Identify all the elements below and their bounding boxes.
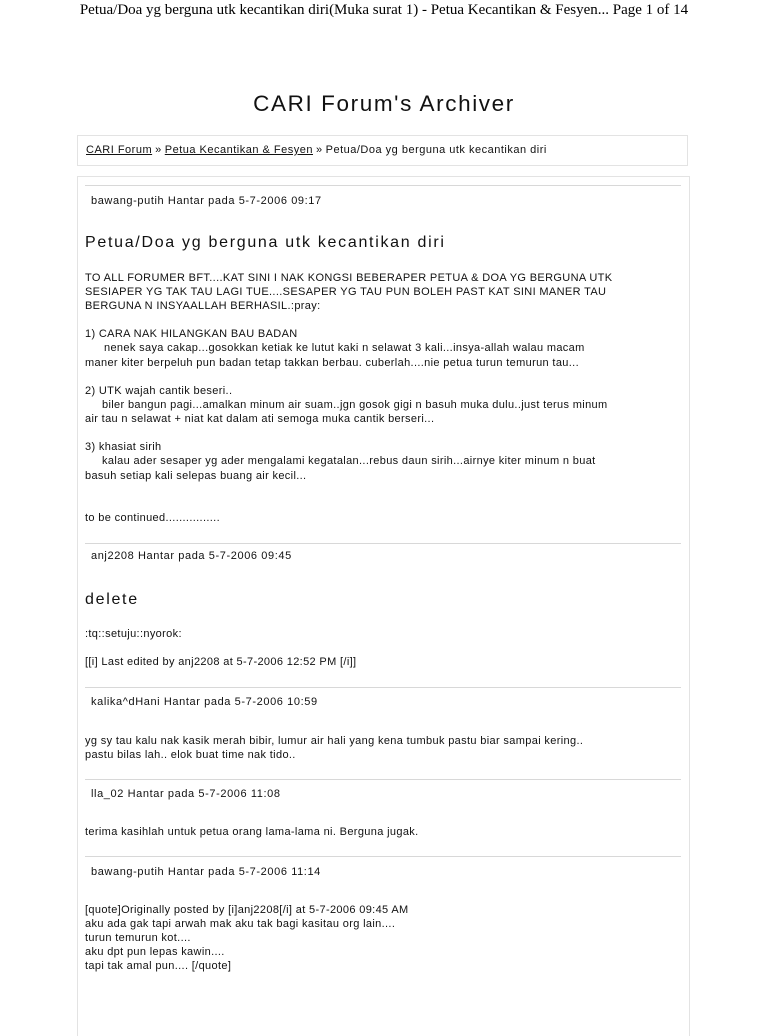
- post-text-line: yg sy tau kalu nak kasik merah bibir, lumur air hali yang kena tumbuk pastu biar sampai kering..: [85, 735, 584, 747]
- post-author-line: anj2208 Hantar pada 5-7-2006 09:45: [91, 550, 292, 562]
- post-text-line: TO ALL FORUMER BFT....KAT SINI I NAK KONGSI BEBERAPER PETUA & DOA YG BERGUNA UTK: [85, 272, 613, 284]
- post-text-line: maner kiter berpeluh pun badan tetap takkan berbau. cuberlah....nie petua turun temurun tau...: [85, 357, 579, 369]
- post-text-line: to be continued................: [85, 512, 220, 524]
- post-author-line: kalika^dHani Hantar pada 5-7-2006 10:59: [91, 696, 318, 708]
- archiver-title: CARI Forum's Archiver: [253, 91, 515, 116]
- post-text-line: aku ada gak tapi arwah mak aku tak bagi kasitau org lain....: [85, 918, 396, 930]
- post-author-line: lla_02 Hantar pada 5-7-2006 11:08: [91, 788, 281, 800]
- breadcrumb-separator: »: [155, 144, 162, 156]
- post-text-line: [[i] Last edited by anj2208 at 5-7-2006 12:52 PM [/i]]: [85, 656, 357, 668]
- post-text-line: aku dpt pun lepas kawin....: [85, 946, 225, 958]
- breadcrumb-link-category[interactable]: Petua Kecantikan & Fesyen: [164, 144, 313, 156]
- post-text-line: kalau ader sesaper yg ader mengalami kegatalan...rebus daun sirih...airnye kiter minum n buat: [102, 455, 596, 467]
- post-text-line: nenek saya cakap...gosokkan ketiak ke lutut kaki n selawat 3 kali...insya-allah walau macam: [104, 342, 585, 354]
- post-subject: delete: [85, 591, 139, 608]
- post-divider: [85, 779, 681, 780]
- breadcrumb-link-cari-forum[interactable]: CARI Forum: [86, 144, 153, 156]
- post-divider: [85, 185, 681, 186]
- post-text-line: [quote]Originally posted by [i]anj2208[/i] at 5-7-2006 09:45 AM: [85, 904, 409, 916]
- post-divider: [85, 543, 681, 544]
- post-text-line: BERGUNA N INSYAALLAH BERHASIL.:pray:: [85, 300, 321, 312]
- post-text-line: 1) CARA NAK HILANGKAN BAU BADAN: [85, 328, 298, 340]
- post-text-line: pastu bilas lah.. elok buat time nak tido..: [85, 749, 296, 761]
- post-text-line: SESIAPER YG TAK TAU LAGI TUE....SESAPER YG TAU PUN BOLEH PAST KAT SINI MANER TAU: [85, 286, 607, 298]
- page-header: Petua/Doa yg berguna utk kecantikan diri(Muka surat 1) - Petua Kecantikan & Fesyen... Page 1 of 14: [79, 2, 689, 18]
- post-text-line: 2) UTK wajah cantik beseri..: [85, 385, 233, 397]
- post-author-line: bawang-putih Hantar pada 5-7-2006 09:17: [91, 195, 322, 207]
- post-text-line: air tau n selawat + niat kat dalam ati semoga muka cantik berseri...: [85, 413, 435, 425]
- post-subject: Petua/Doa yg berguna utk kecantikan diri: [85, 234, 446, 251]
- breadcrumb-separator: »: [316, 144, 323, 156]
- breadcrumb: [77, 135, 688, 166]
- post-author-line: bawang-putih Hantar pada 5-7-2006 11:14: [91, 866, 321, 878]
- post-divider: [85, 856, 681, 857]
- post-text-line: basuh setiap kali selepas buang air kecil...: [85, 470, 307, 482]
- post-text-line: tapi tak amal pun.... [/quote]: [85, 960, 232, 972]
- post-text-line: terima kasihlah untuk petua orang lama-lama ni. Berguna jugak.: [85, 826, 419, 838]
- post-text-line: :tq::setuju::nyorok:: [85, 628, 182, 640]
- post-text-line: 3) khasiat sirih: [85, 441, 162, 453]
- breadcrumb-current: Petua/Doa yg berguna utk kecantikan diri: [325, 144, 547, 156]
- post-divider: [85, 687, 681, 688]
- post-text-line: biler bangun pagi...amalkan minum air suam..jgn gosok gigi n basuh muka dulu..just terus minum: [102, 399, 608, 411]
- post-text-line: turun temurun kot....: [85, 932, 191, 944]
